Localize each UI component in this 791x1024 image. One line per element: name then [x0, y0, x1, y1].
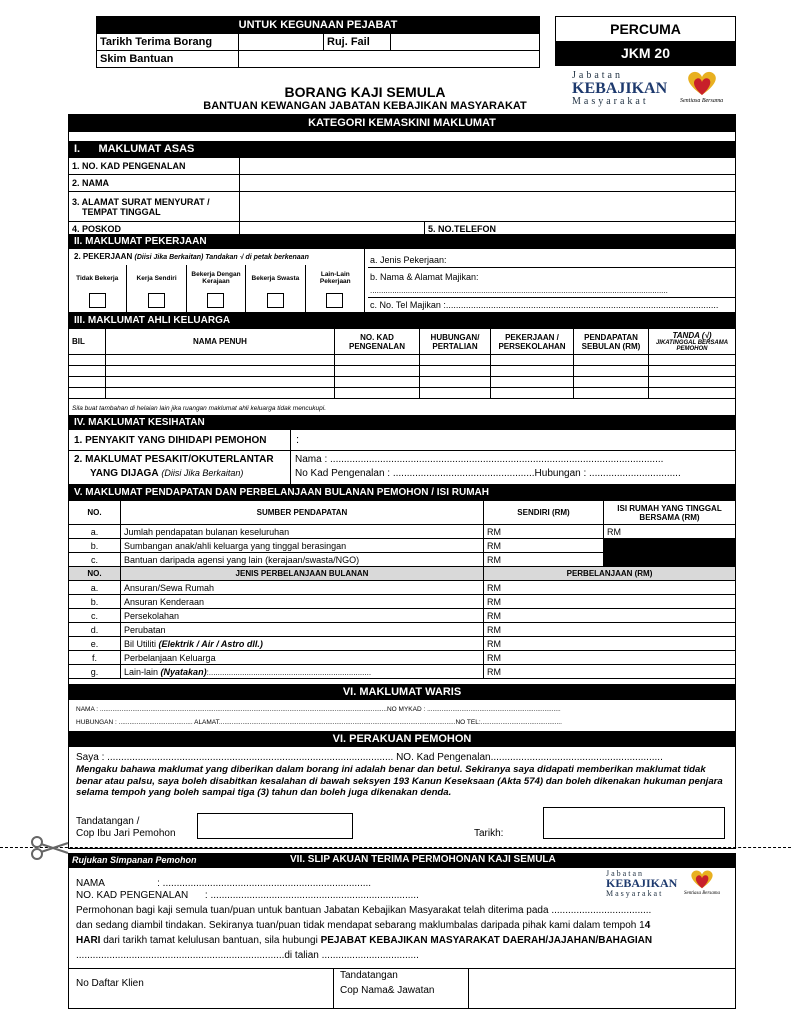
- family-cell[interactable]: [106, 377, 335, 388]
- family-cell[interactable]: [69, 366, 106, 377]
- signature-label-2: Cop Ibu Jari Pemohon: [76, 828, 176, 839]
- family-cell[interactable]: [69, 377, 106, 388]
- occupation-option: [68, 265, 127, 313]
- family-cell[interactable]: [420, 366, 491, 377]
- occupation-option: [246, 265, 305, 313]
- expense-amount[interactable]: RM: [484, 651, 736, 665]
- disease-colon[interactable]: :: [296, 434, 300, 446]
- col-income: PENDAPATAN SEBULAN (RM): [574, 329, 649, 355]
- income-col-no: NO.: [69, 501, 121, 525]
- col-tick: TANDA (√): [672, 331, 712, 340]
- income-desc: Jumlah pendapatan bulanan keseluruhan: [121, 525, 484, 539]
- col-tick-note: JIKATINGGAL BERSAMA PEMOHON: [655, 340, 729, 352]
- occupation-checkbox[interactable]: [148, 293, 165, 308]
- income-rm2[interactable]: [604, 553, 736, 567]
- scheme-label: Skim Bantuan: [97, 51, 239, 68]
- income-col-source: SUMBER PENDAPATAN: [121, 501, 484, 525]
- section-3-title: III. MAKLUMAT AHLI KELUARGA: [68, 313, 736, 328]
- section-7-title: VI. PERAKUAN PEMOHON: [68, 731, 736, 747]
- expense-desc-text: Perubatan: [124, 624, 166, 635]
- family-row: [69, 377, 736, 388]
- declaration-name-line[interactable]: Saya : ....................................................................................................... NO. Kad Pengenalan..............................................................: [76, 752, 663, 763]
- income-col-house: ISI RUMAH YANG TINGGAL BERSAMA (RM): [604, 501, 736, 525]
- employer-tel-label: c. No. Tel Majikan :.............................................................................................................: [370, 300, 719, 310]
- office-use-table: [96, 16, 540, 68]
- expense-amount[interactable]: RM: [484, 609, 736, 623]
- logo-tagline: Sentiasa Bersama: [680, 98, 724, 104]
- patient-name-line[interactable]: Nama : ........................................................................................................................: [295, 454, 664, 465]
- patient-ic-line[interactable]: No Kad Pengenalan : ...................................................Hubungan : .................................: [295, 468, 681, 479]
- family-cell[interactable]: [491, 388, 574, 399]
- expense-desc-text: Bil Utiliti: [124, 638, 157, 649]
- occupation-options: [68, 265, 365, 313]
- income-rm[interactable]: RM: [484, 525, 604, 539]
- income-no: c.: [69, 553, 121, 567]
- logo-line3: Masyarakat: [572, 96, 649, 107]
- free-label: PERCUMA: [610, 21, 681, 37]
- expense-desc: [121, 595, 484, 609]
- slip-ic-line[interactable]: NO. KAD PENGENALAN : ...........................................................................: [76, 890, 419, 901]
- section-2-title: II. MAKLUMAT PEKERJAAN: [68, 234, 736, 249]
- occupation-option-label: Bekerja Swasta: [251, 274, 300, 282]
- col-relation: HUBUNGAN/ PERTALIAN: [420, 329, 491, 355]
- family-cell[interactable]: [69, 355, 106, 366]
- expense-col-type: JENIS PERBELANJAAN BULANAN: [121, 567, 484, 581]
- expense-desc-text: Lain-lain: [124, 666, 159, 677]
- ic-label: 1. NO. KAD PENGENALAN: [69, 158, 240, 175]
- category-bar: KATEGORI KEMASKINI MAKLUMAT: [68, 114, 736, 132]
- expense-desc-dots[interactable]: :.........................................................................: [206, 667, 372, 677]
- slip-logo: [606, 869, 726, 901]
- slip-logo-line1: Jabatan: [606, 869, 644, 878]
- family-cell[interactable]: [69, 388, 106, 399]
- expense-amount[interactable]: RM: [484, 623, 736, 637]
- ref-file-field[interactable]: [391, 34, 540, 51]
- income-desc: Sumbangan anak/ahli keluarga yang tinggal berasingan: [121, 539, 484, 553]
- occupation-option: [306, 265, 365, 313]
- income-col-self: SENDIRI (RM): [484, 501, 604, 525]
- slip-name-line[interactable]: NAMA : ...........................................................................: [76, 878, 372, 889]
- logo-line2: KEBAJIKAN: [572, 80, 668, 97]
- signature-label-1: Tandatangan /: [76, 816, 140, 827]
- heir-line-2[interactable]: HUBUNGAN : ......................................... ALAMAT...................................................................................................................................NO TEL:.............................................: [76, 719, 562, 726]
- family-cell[interactable]: [335, 366, 420, 377]
- form-subtitle: BANTUAN KEWANGAN JABATAN KEBAJIKAN MASYARAKAT: [203, 100, 527, 112]
- expense-desc-bold: (Elektrik / Air / Astro dll.): [158, 638, 263, 649]
- slip-para-3: dari tarikh tamat kelulusan bantuan, sila hubungi: [100, 935, 321, 946]
- family-cell[interactable]: [420, 355, 491, 366]
- expense-amount[interactable]: RM: [484, 665, 736, 679]
- expense-no: g.: [69, 665, 121, 679]
- form-code: JKM 20: [556, 41, 735, 66]
- section-5-title: V. MAKLUMAT PENDAPATAN DAN PERBELANJAAN BULANAN PEMOHON / ISI RUMAH: [68, 485, 736, 500]
- scheme-field[interactable]: [239, 51, 540, 68]
- family-cell[interactable]: [574, 366, 649, 377]
- occupation-checkbox[interactable]: [207, 293, 224, 308]
- expense-desc-text: Perbelanjaan Keluarga: [124, 652, 216, 663]
- family-note: Sila buat tambahan di helaian lain jika ruangan maklumat ahli keluarga tidak mencukupi.: [72, 405, 327, 412]
- employer-label: b. Nama & Alamat Majikan:: [370, 272, 479, 282]
- income-desc: Bantuan daripada agensi yang lain (kerajaan/swasta/NGO): [121, 553, 484, 567]
- family-cell[interactable]: [420, 388, 491, 399]
- job-type-label: a. Jenis Pekerjaan:: [370, 255, 447, 265]
- cared-label: YANG DIJAGA: [90, 468, 159, 479]
- col-name: NAMA PENUH: [106, 329, 335, 355]
- occupation-option: [127, 265, 186, 313]
- expense-desc: [121, 609, 484, 623]
- received-date-label: Tarikh Terima Borang: [97, 34, 239, 51]
- expense-col-no: NO.: [69, 567, 121, 581]
- slip-logo-line3: Masyarakat: [606, 889, 664, 898]
- patient-label: 2. MAKLUMAT PESAKIT/OKUTERLANTAR: [74, 454, 274, 465]
- address-label: 3. ALAMAT SURAT MENYURAT /: [72, 196, 210, 207]
- section-6-title: VI. MAKLUMAT WARIS: [68, 684, 736, 700]
- occupation-option-label: Lain-Lain Pekerjaan: [319, 271, 351, 285]
- section-1-title: I. MAKLUMAT ASAS: [68, 141, 736, 157]
- disease-label: 1. PENYAKIT YANG DIHIDAPI PEMOHON: [74, 435, 267, 446]
- family-cell[interactable]: [491, 355, 574, 366]
- slip-logo-line2: KEBAJIKAN: [606, 876, 678, 890]
- address-label-2: TEMPAT TINGGAL: [82, 206, 161, 217]
- family-cell[interactable]: [335, 388, 420, 399]
- income-row: [69, 553, 736, 567]
- family-row: [69, 388, 736, 399]
- occupation-checkbox[interactable]: [89, 293, 106, 308]
- expense-no: c.: [69, 609, 121, 623]
- slip-para-4: ...........................................................................di talian ...................................: [76, 950, 419, 961]
- expense-row: [69, 637, 736, 651]
- family-cell[interactable]: [649, 388, 736, 399]
- cared-note: (Diisi Jika Berkaitan): [161, 468, 244, 478]
- occupation-option-label: Bekerja Dengan Kerajaan: [191, 271, 241, 285]
- basic-info-table: [68, 157, 736, 237]
- name-label: 2. NAMA: [69, 175, 240, 192]
- health-box: [68, 430, 736, 485]
- expense-no: a.: [69, 581, 121, 595]
- received-date-field[interactable]: [239, 34, 324, 51]
- expense-desc: [121, 581, 484, 595]
- expense-amount[interactable]: RM: [484, 595, 736, 609]
- family-cell[interactable]: [420, 377, 491, 388]
- expense-desc: [121, 665, 484, 679]
- expense-row: [69, 595, 736, 609]
- family-cell[interactable]: [574, 355, 649, 366]
- expense-desc-text: Persekolahan: [124, 610, 180, 621]
- col-ic: NO. KAD PENGENALAN: [335, 329, 420, 355]
- col-occupation: PEKERJAAN / PERSEKOLAHAN: [491, 329, 574, 355]
- family-row: [69, 366, 736, 377]
- occupation-label: 2. PEKERJAAN: [74, 252, 133, 261]
- income-no: a.: [69, 525, 121, 539]
- family-row: [69, 355, 736, 366]
- expense-desc-bold: (Nyatakan): [160, 666, 207, 677]
- expense-row: [69, 581, 736, 595]
- expense-row: [69, 651, 736, 665]
- expense-no: f.: [69, 651, 121, 665]
- expense-desc: [121, 623, 484, 637]
- family-table: [68, 328, 736, 399]
- expense-amount[interactable]: RM: [484, 637, 736, 651]
- expense-row: [69, 623, 736, 637]
- officer-stamp-label: Cop Nama& Jawatan: [340, 985, 435, 996]
- income-row: [69, 539, 736, 553]
- income-row: [69, 525, 736, 539]
- form-title: BORANG KAJI SEMULA: [284, 84, 446, 100]
- slip-para-2-bold: 4: [644, 920, 651, 931]
- heart-icon: [684, 70, 720, 96]
- expense-col-amount: PERBELANJAAN (RM): [484, 567, 736, 581]
- occupation-option-label: Tidak Bekerja: [76, 274, 119, 282]
- logo-line1: Jabatan: [572, 70, 623, 81]
- expense-desc: [121, 637, 484, 651]
- income-rm[interactable]: RM: [484, 553, 604, 567]
- slip-logo-tagline: Sentiasa Bersama: [684, 891, 720, 896]
- income-rm2[interactable]: RM: [604, 525, 736, 539]
- officer-sign-field[interactable]: [469, 969, 735, 1008]
- address-field[interactable]: [240, 192, 736, 222]
- income-rm[interactable]: RM: [484, 539, 604, 553]
- occupation-option: [187, 265, 246, 313]
- date-label: Tarikh:: [474, 828, 504, 839]
- income-table: [68, 500, 736, 679]
- family-cell[interactable]: [335, 377, 420, 388]
- postcode-label: 4. POSKOD: [69, 222, 240, 237]
- slip-reference-label: Rujukan Simpanan Pemohon: [72, 855, 197, 865]
- ref-file-label: Ruj. Fail: [324, 34, 391, 51]
- expense-desc-text: Ansuran/Sewa Rumah: [124, 582, 215, 593]
- family-cell[interactable]: [649, 355, 736, 366]
- ic-field[interactable]: [240, 158, 736, 175]
- expense-no: e.: [69, 637, 121, 651]
- occupation-checkbox[interactable]: [267, 293, 284, 308]
- slip-para-2: dan sedang diambil tindakan. Sekiranya tuan/puan tidak mendapat sebarang maklumbalas daripada pihak kami dalam tempoh 1: [76, 920, 645, 931]
- slip-para-3-days: HARI: [76, 935, 101, 946]
- income-rm2[interactable]: [604, 539, 736, 553]
- form-code-box: [555, 16, 736, 66]
- family-cell[interactable]: [574, 377, 649, 388]
- section-4-title: IV. MAKLUMAT KESIHATAN: [68, 415, 736, 430]
- family-cell[interactable]: [106, 366, 335, 377]
- family-cell[interactable]: [574, 388, 649, 399]
- occupation-checkbox[interactable]: [326, 293, 343, 308]
- employer-dots: ......................................................................................................................................: [370, 286, 668, 295]
- phone-label: 5. NO.TELEFON: [425, 222, 512, 237]
- occupation-note: (Diisi Jika Berkaitan) Tandakan √ di petak berkenaan: [134, 254, 309, 261]
- family-cell[interactable]: [649, 366, 736, 377]
- family-cell[interactable]: [335, 355, 420, 366]
- slip-para-1: Permohonan bagi kaji semula tuan/puan untuk bantuan Jabatan Kebajikan Masyarakat telah diterima pada ....................................: [76, 905, 652, 916]
- slip-title: VII. SLIP AKUAN TERIMA PERMOHONAN KAJI SEMULA: [290, 854, 556, 865]
- expense-no: b.: [69, 595, 121, 609]
- slip-heart-icon: [688, 869, 716, 889]
- expense-no: d.: [69, 623, 121, 637]
- col-bil: BIL: [69, 329, 106, 355]
- client-number-label: No Daftar Klien: [76, 978, 144, 989]
- signature-box[interactable]: [197, 813, 353, 839]
- family-cell[interactable]: [491, 377, 574, 388]
- family-cell[interactable]: [106, 355, 335, 366]
- expense-amount[interactable]: RM: [484, 581, 736, 595]
- slip-para-3-office: PEJABAT KEBAJIKAN MASYARAKAT DAERAH/JAJAHAN/BAHAGIAN: [320, 935, 653, 946]
- declaration-text: Mengaku bahawa maklumat yang diberikan dalam borang ini adalah benar dan betul. Sekiranya saya didapati memberikan maklumat tidak benar atau palsu, saya boleh disabitkan kesalahan di bawah seksyen 193 Kanun Keseksaan (Akta 574) dan boleh dikenakan hukuman penjara selama tempoh yang boleh sampai tiga (3) tahun dan boleh juga dikenakan denda.: [76, 764, 723, 798]
- family-cell[interactable]: [106, 388, 335, 399]
- office-use-header: UNTUK KEGUNAAN PEJABAT: [97, 17, 540, 34]
- occupation-option-label: Kerja Sendiri: [136, 274, 177, 282]
- family-cell[interactable]: [491, 366, 574, 377]
- family-cell[interactable]: [649, 377, 736, 388]
- income-no: b.: [69, 539, 121, 553]
- date-box[interactable]: [543, 807, 725, 839]
- expense-desc-text: Ansuran Kenderaan: [124, 596, 205, 607]
- expense-row: [69, 665, 736, 679]
- heir-line-1[interactable]: NAMA : ...............................................................................................................................................................NO MYKAD : ..........................................................................: [76, 706, 561, 713]
- expense-row: [69, 609, 736, 623]
- expense-desc: [121, 651, 484, 665]
- cut-line: [0, 847, 791, 848]
- officer-sign-label: Tandatangan: [340, 970, 398, 981]
- name-field[interactable]: [240, 175, 736, 192]
- scissors-icon: [30, 836, 70, 865]
- jkm-logo: [572, 70, 732, 110]
- employment-box: [68, 249, 736, 313]
